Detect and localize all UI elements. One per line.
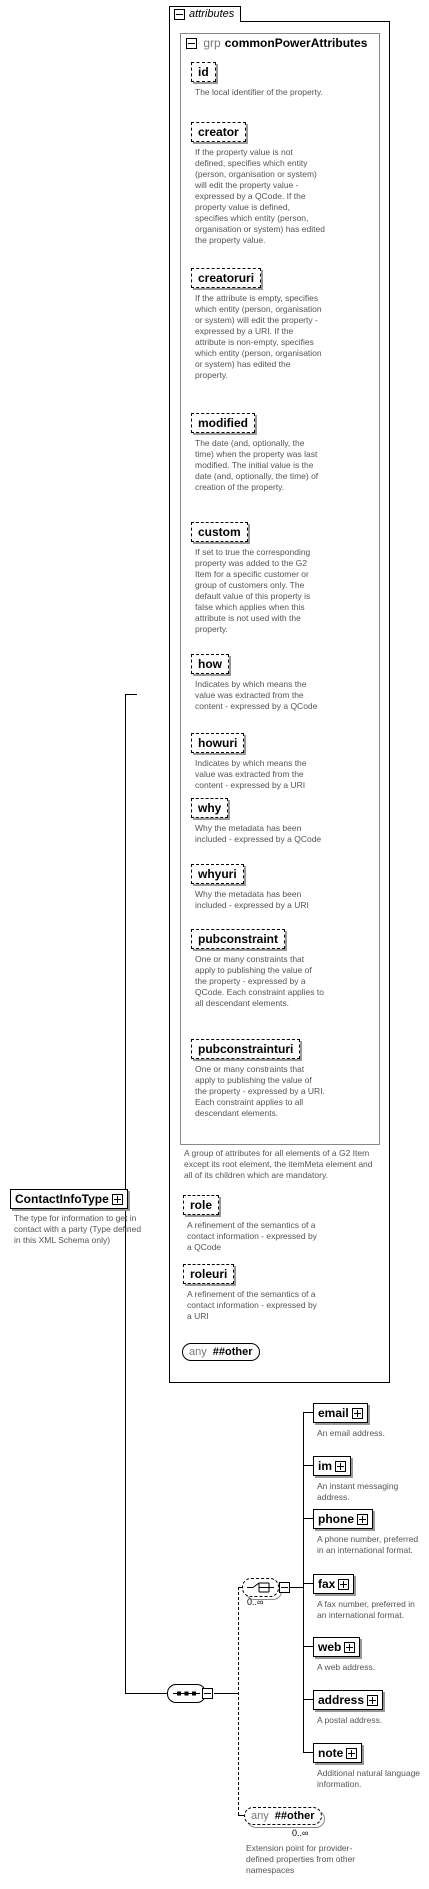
attribute-desc: Why the metadata has been included - expressed by a URI — [195, 889, 309, 910]
collapse-icon[interactable] — [174, 9, 185, 20]
attribute-desc: If the property value is not defined, specifies which entity (person, organisation or system) will edit the property value - expressed by a QCode. If the property value is defined, specifies which entity (person, organisation or system) has edited the property value. — [195, 147, 325, 245]
attribute-whyuri[interactable] — [191, 864, 244, 884]
element-desc: A postal address. — [317, 1715, 383, 1725]
element-desc: An instant messaging address. — [317, 1481, 399, 1502]
choice-compositor[interactable] — [242, 1578, 279, 1597]
element-email[interactable] — [313, 1403, 368, 1423]
element-desc: A fax number, preferred in an international format. — [317, 1599, 415, 1620]
element-address[interactable] — [313, 1690, 383, 1710]
attribute-desc: The local identifier of the property. — [195, 87, 323, 97]
collapse-icon[interactable] — [202, 1688, 213, 1699]
attribute-desc: A refinement of the semantics of a contact information - expressed by a QCode — [187, 1220, 317, 1252]
any-attribute[interactable] — [182, 1343, 260, 1361]
attribute-pubconstraint[interactable] — [191, 929, 285, 949]
attribute-name: why — [198, 801, 222, 815]
attribute-how[interactable] — [191, 654, 229, 674]
attribute-group-header[interactable] — [186, 36, 367, 51]
sequence-compositor[interactable] — [167, 1684, 206, 1703]
attribute-modified[interactable] — [191, 413, 255, 433]
element-name: web — [318, 1640, 342, 1654]
any-element-desc: Extension point for provider-defined properties from other namespaces — [246, 1843, 356, 1875]
root-type-desc: The type for information to get in contact with a party (Type defined in this XML Schema only) — [14, 1213, 142, 1245]
any-element-occurrence: 0..∞ — [292, 1828, 309, 1838]
attribute-name: pubconstraint — [198, 932, 278, 946]
element-name: im — [318, 1459, 333, 1473]
expand-icon[interactable] — [338, 1579, 349, 1590]
element-name: note — [318, 1746, 344, 1760]
attribute-custom[interactable] — [191, 522, 248, 542]
expand-icon[interactable] — [335, 1461, 346, 1472]
group-keyword: grp — [203, 36, 221, 50]
expand-icon[interactable] — [357, 1514, 368, 1525]
expand-icon[interactable] — [112, 1194, 123, 1205]
any-element[interactable] — [244, 1807, 322, 1825]
root-type-box[interactable] — [10, 1189, 128, 1209]
any-keyword: any — [189, 1346, 207, 1358]
element-desc: A phone number, preferred in an international format. — [317, 1534, 419, 1555]
choice-icon — [243, 1579, 278, 1596]
attribute-name: id — [198, 65, 209, 79]
attribute-desc: The date (and, optionally, the time) when the property was last modified. The initial value is the date (and, optionally, the time) of creation of the property. — [195, 438, 319, 492]
attribute-desc: Indicates by which means the value was extracted from the content - expressed by a URI — [195, 758, 307, 790]
expand-icon[interactable] — [344, 1642, 355, 1653]
attributes-title: attributes — [189, 8, 235, 20]
attribute-name: role — [190, 1198, 213, 1212]
attribute-name: pubconstrainturi — [198, 1042, 294, 1056]
attribute-name: custom — [198, 525, 241, 539]
element-name: address — [318, 1693, 365, 1707]
root-type-name: ContactInfoType — [15, 1192, 109, 1206]
element-desc: Additional natural language information. — [317, 1768, 421, 1789]
attribute-desc: Why the metadata has been included - expressed by a QCode — [195, 823, 322, 844]
expand-icon[interactable] — [367, 1695, 378, 1706]
attribute-group-desc: A group of attributes for all elements of a G2 Item except its root element, the itemMeta element and all of its children which are mandatory. — [184, 1148, 373, 1180]
attribute-name: whyuri — [198, 867, 237, 881]
sequence-icon — [168, 1685, 205, 1702]
attribute-name: creatoruri — [198, 271, 255, 285]
element-desc: A web address. — [317, 1662, 376, 1672]
group-name: commonPowerAttributes — [224, 36, 368, 50]
element-note[interactable] — [313, 1743, 362, 1763]
attribute-desc: One or many constraints that apply to publishing the value of the property - expressed by a QCode. Each constraint applies to all descendant elements. — [195, 954, 324, 1008]
attribute-creator[interactable] — [191, 122, 246, 142]
attribute-desc: One or many constraints that apply to publishing the value of the property - expressed by a URI. Each constraint applies to all descendant elements. — [195, 1064, 325, 1118]
collapse-icon[interactable] — [186, 38, 197, 49]
attribute-name: creator — [198, 125, 239, 139]
attribute-why[interactable] — [191, 798, 228, 818]
expand-icon[interactable] — [352, 1408, 363, 1419]
attribute-creatoruri[interactable] — [191, 268, 261, 288]
any-value: ##other — [274, 1810, 315, 1822]
attribute-desc: If set to true the corresponding property was added to the G2 Item for a specific customer or group of customers only. The default value of this property is false which applies when this attribute is not used with the property. — [195, 547, 311, 634]
choice-occurrence: 0..∞ — [247, 1597, 264, 1607]
element-name: email — [318, 1406, 349, 1420]
attribute-role[interactable] — [183, 1195, 219, 1215]
element-name: fax — [318, 1577, 336, 1591]
attribute-id[interactable] — [191, 62, 216, 82]
attribute-desc: A refinement of the semantics of a contact information - expressed by a URI — [187, 1289, 317, 1321]
collapse-icon[interactable] — [279, 1582, 290, 1593]
any-value: ##other — [212, 1346, 253, 1358]
element-phone[interactable] — [313, 1509, 373, 1529]
attribute-howuri[interactable] — [191, 733, 244, 753]
attribute-name: howuri — [198, 736, 238, 750]
attribute-name: roleuri — [190, 1267, 228, 1281]
attribute-name: how — [198, 657, 222, 671]
attributes-tab[interactable] — [169, 6, 241, 22]
expand-icon[interactable] — [346, 1748, 357, 1759]
attribute-pubconstrainturi[interactable] — [191, 1039, 300, 1059]
element-desc: An email address. — [317, 1428, 386, 1438]
element-fax[interactable] — [313, 1574, 354, 1594]
attribute-roleuri[interactable] — [183, 1264, 234, 1284]
attribute-desc: If the attribute is empty, specifies which entity (person, organisation or system) will edit the property - expressed by a URI. If the attribute is non-empty, specifies which entity (person, organisation or system) has edited the property. — [195, 293, 322, 380]
attribute-name: modified — [198, 416, 248, 430]
any-keyword: any — [251, 1810, 269, 1822]
element-im[interactable] — [313, 1456, 351, 1476]
element-web[interactable] — [313, 1637, 360, 1657]
attribute-desc: Indicates by which means the value was extracted from the content - expressed by a QCode — [195, 679, 318, 711]
element-name: phone — [318, 1512, 354, 1526]
